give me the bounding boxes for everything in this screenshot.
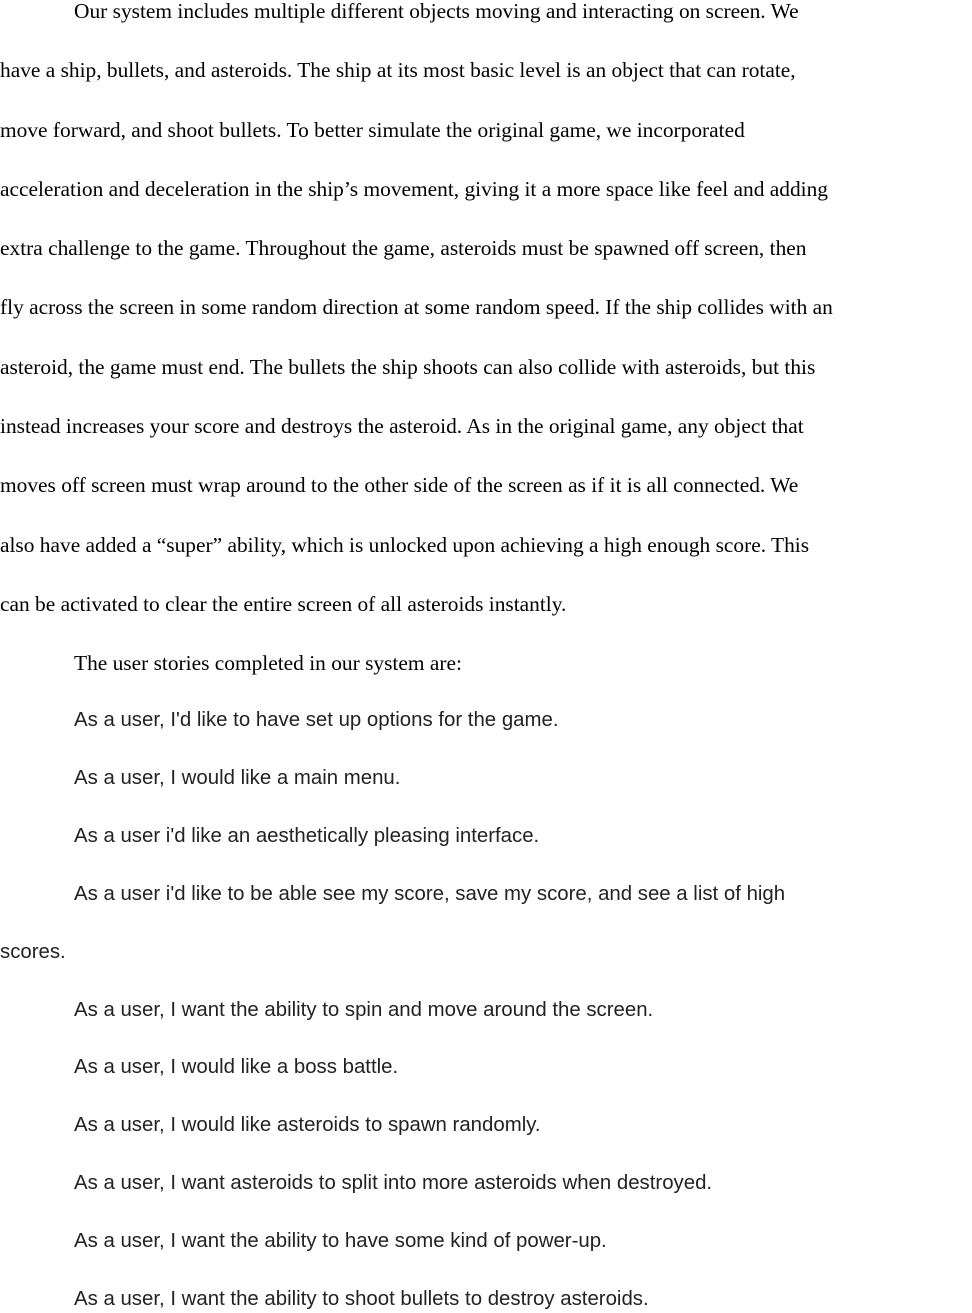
user-story-item: As a user, I'd like to have set up options for the game. [74,709,559,731]
paragraph-line: can be activated to clear the entire screen of all asteroids instantly. [0,591,567,616]
user-story-item: As a user, I would like a main menu. [74,767,401,789]
user-stories-intro: The user stories completed in our system are: [74,651,462,676]
paragraph-line: move forward, and shoot bullets. To better simulate the original game, we incorporated [0,117,745,142]
paragraph-line: extra challenge to the game. Throughout the game, asteroids must be spawned off screen, then [0,236,807,261]
paragraph-line: have a ship, bullets, and asteroids. The ship at its most basic level is an object that can rotate, [0,58,796,83]
user-story-item: As a user, I would like asteroids to spawn randomly. [74,1114,541,1136]
user-story-item: As a user, I want the ability to have some kind of power-up. [74,1230,607,1252]
user-story-item: As a user, I want the ability to spin and move around the screen. [74,999,654,1021]
paragraph-line: moves off screen must wrap around to the other side of the screen as if it is all connected. We [0,473,799,498]
paragraph-line: acceleration and deceleration in the ship’s movement, giving it a more space like feel and adding [0,176,828,201]
user-story-item: As a user, I want asteroids to split into more asteroids when destroyed. [74,1172,713,1194]
paragraph-line: also have added a “super” ability, which is unlocked upon achieving a high enough score. This [0,532,810,557]
user-story-item-continuation: scores. [0,941,66,963]
paragraph-line: instead increases your score and destroys the asteroid. As in the original game, any object that [0,414,804,439]
user-story-item: As a user i'd like to be able see my score, save my score, and see a list of high [74,883,786,905]
user-story-item: As a user, I would like a boss battle. [74,1056,399,1078]
paragraph-line: Our system includes multiple different objects moving and interacting on screen. We [74,0,799,23]
paragraph-line: fly across the screen in some random direction at some random speed. If the ship collides with an [0,295,833,320]
paragraph-line: asteroid, the game must end. The bullets the ship shoots can also collide with asteroids, but this [0,354,816,379]
user-story-item: As a user i'd like an aesthetically pleasing interface. [74,825,540,847]
user-story-item: As a user, I want the ability to shoot bullets to destroy asteroids. [74,1288,649,1310]
